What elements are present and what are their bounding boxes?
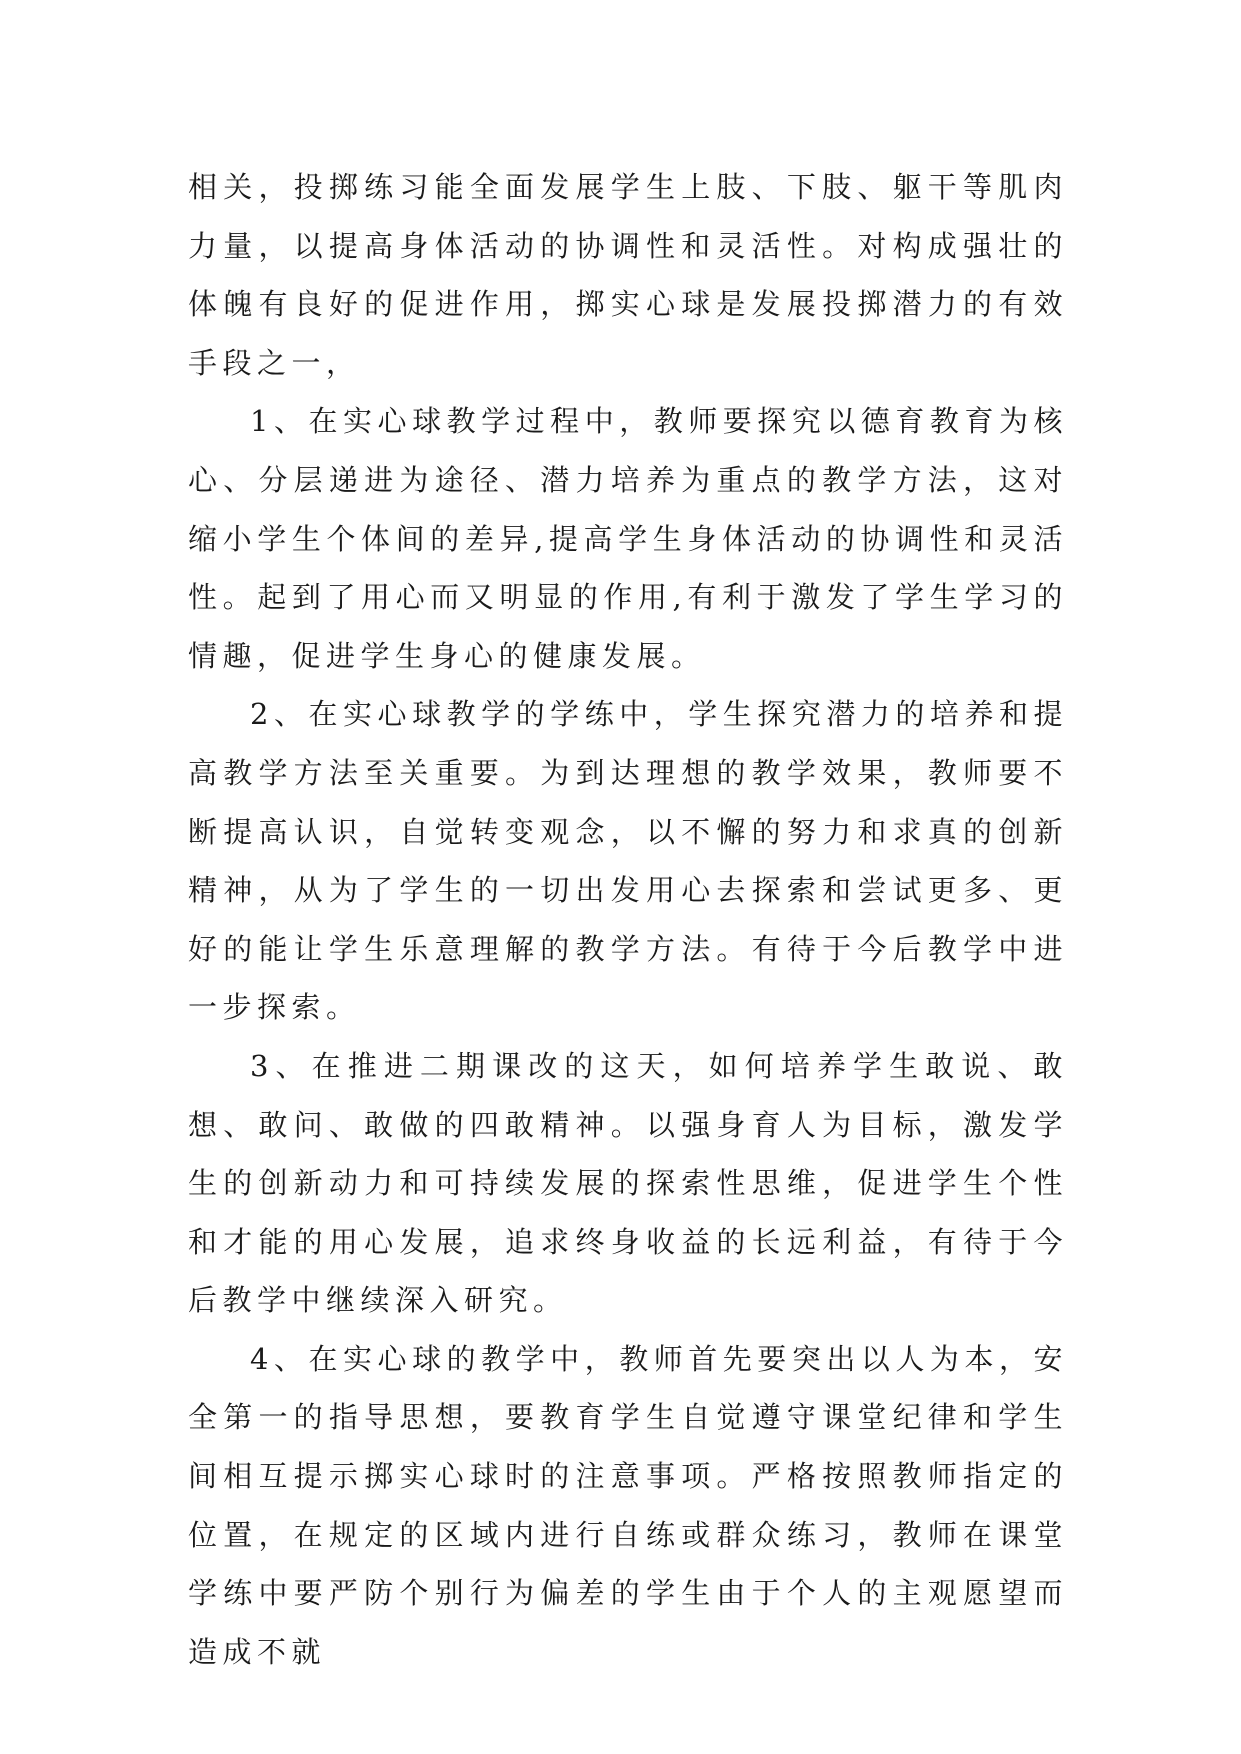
document-body (188, 158, 1068, 1681)
paragraph-point-3: 3、在推进二期课改的这天，如何培养学生敢说、敢想、敢问、敢做的四敢精神。以强身育人为目标，激发学生的创新动力和可持续发展的探索性思维，促进学生个性和才能的用心发展，追求终身收益的长远利益，有待于今后教学中继续深入研究。 (188, 1048, 1068, 1318)
paragraph-point-2: 2、在实心球教学的学练中，学生探究潜力的培养和提高教学方法至关重要。为到达理想的教学效果，教师要不断提高认识，自觉转变观念，以不懈的努力和求真的创新精神，从为了学生的一切出发用心去探索和尝试更多、更好的能让学生乐意理解的教学方法。有待于今后教学中进一步探索。 (188, 697, 1068, 1025)
paragraph-point-1: 1、在实心球教学过程中，教师要探究以德育教育为核心、分层递进为途径、潜力培养为重点的教学方法，这对缩小学生个体间的差异,提高学生身体活动的协调性和灵活性。起到了用心而又明显的作用,有利于激发了学生学习的情趣，促进学生身心的健康发展。 (188, 404, 1068, 673)
paragraph-intro: 相关，投掷练习能全面发展学生上肢、下肢、躯干等肌肉力量，以提高身体活动的协调性和灵活性。对构成强壮的体魄有良好的促进作用，掷实心球是发展投掷潜力的有效手段之一， (188, 170, 1068, 380)
paragraph-point-4: 4、在实心球的教学中，教师首先要突出以人为本，安全第一的指导思想，要教育学生自觉遵守课堂纪律和学生间相互提示掷实心球时的注意事项。严格按照教师指定的位置，在规定的区域内进行自练或群众练习，教师在课堂学练中要严防个别行为偏差的学生由于个人的主观愿望而造成不就 (188, 1341, 1068, 1669)
